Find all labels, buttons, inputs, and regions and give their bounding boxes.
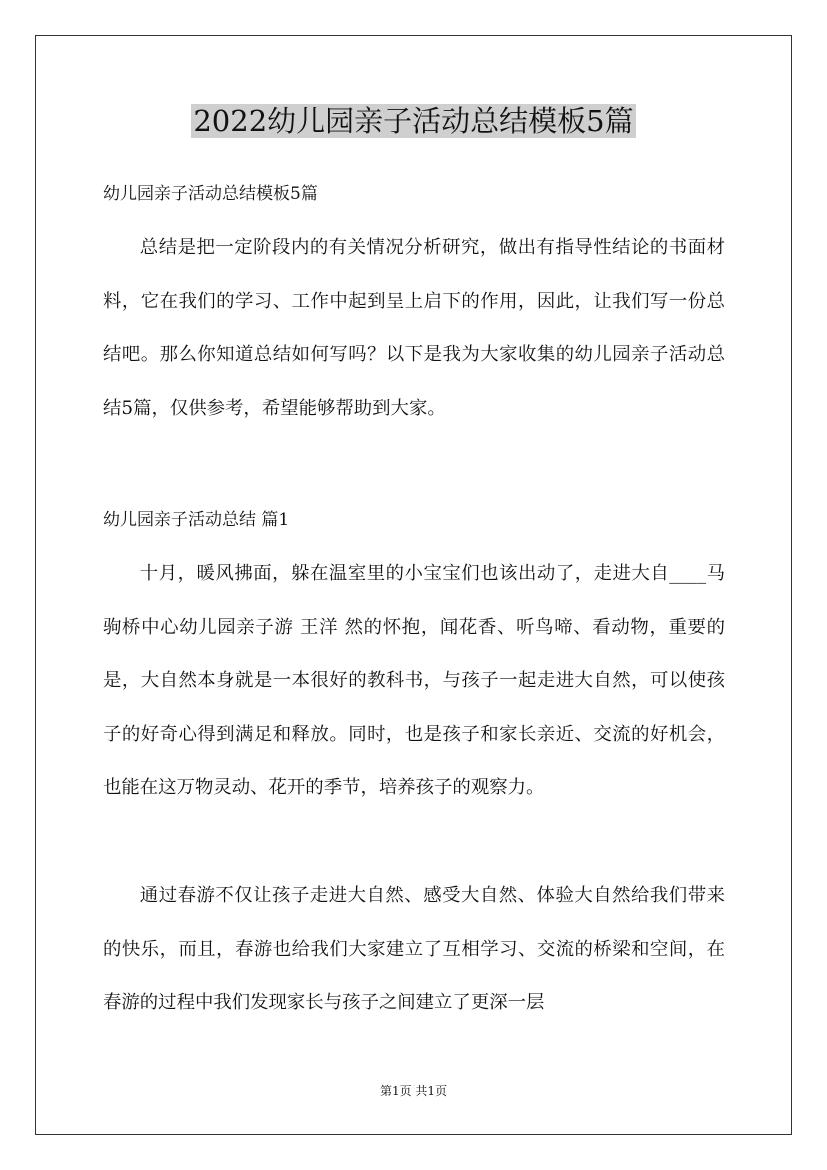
intro-paragraph: 总结是把一定阶段内的有关情况分析研究，做出有指导性结论的书面材料，它在我们的学习、工作中起到呈上启下的作用，因此，让我们写一份总结吧。那么你知道总结如何写吗？以下是我为大家收集的幼儿园亲子活动总结5篇，仅供参考，希望能够帮助到大家。	[103, 237, 725, 419]
section-paragraph: 通过春游不仅让孩子走进大自然、感受大自然、体验大自然给我们带来的快乐，而且，春游也给我们大家建立了互相学习、交流的桥梁和空间，在春游的过程中我们发现家长与孩子之间建立了更深一层	[103, 885, 725, 1013]
document-title	[0, 97, 827, 145]
document-subtitle: 幼儿园亲子活动总结模板5篇	[103, 184, 318, 204]
document-title-text: 2022幼儿园亲子活动总结模板5篇	[193, 104, 634, 138]
section-paragraph: 十月，暖风拂面，躲在温室里的小宝宝们也该出动了，走进大自____马驹桥中心幼儿园亲子游 王洋 然的怀抱，闻花香、听鸟啼、看动物，重要的是，大自然本身就是一本很好的教科书，与孩子一起走进大自然，可以使孩子的好奇心得到满足和释放。同时，也是孩子和家长亲近、交流的好机会，也能在这万物灵动、花开的季节，培养孩子的观察力。	[103, 563, 725, 798]
section-heading: 幼儿园亲子活动总结 篇1	[103, 510, 290, 530]
page-number-footer: 第1页 共1页	[379, 1084, 448, 1098]
